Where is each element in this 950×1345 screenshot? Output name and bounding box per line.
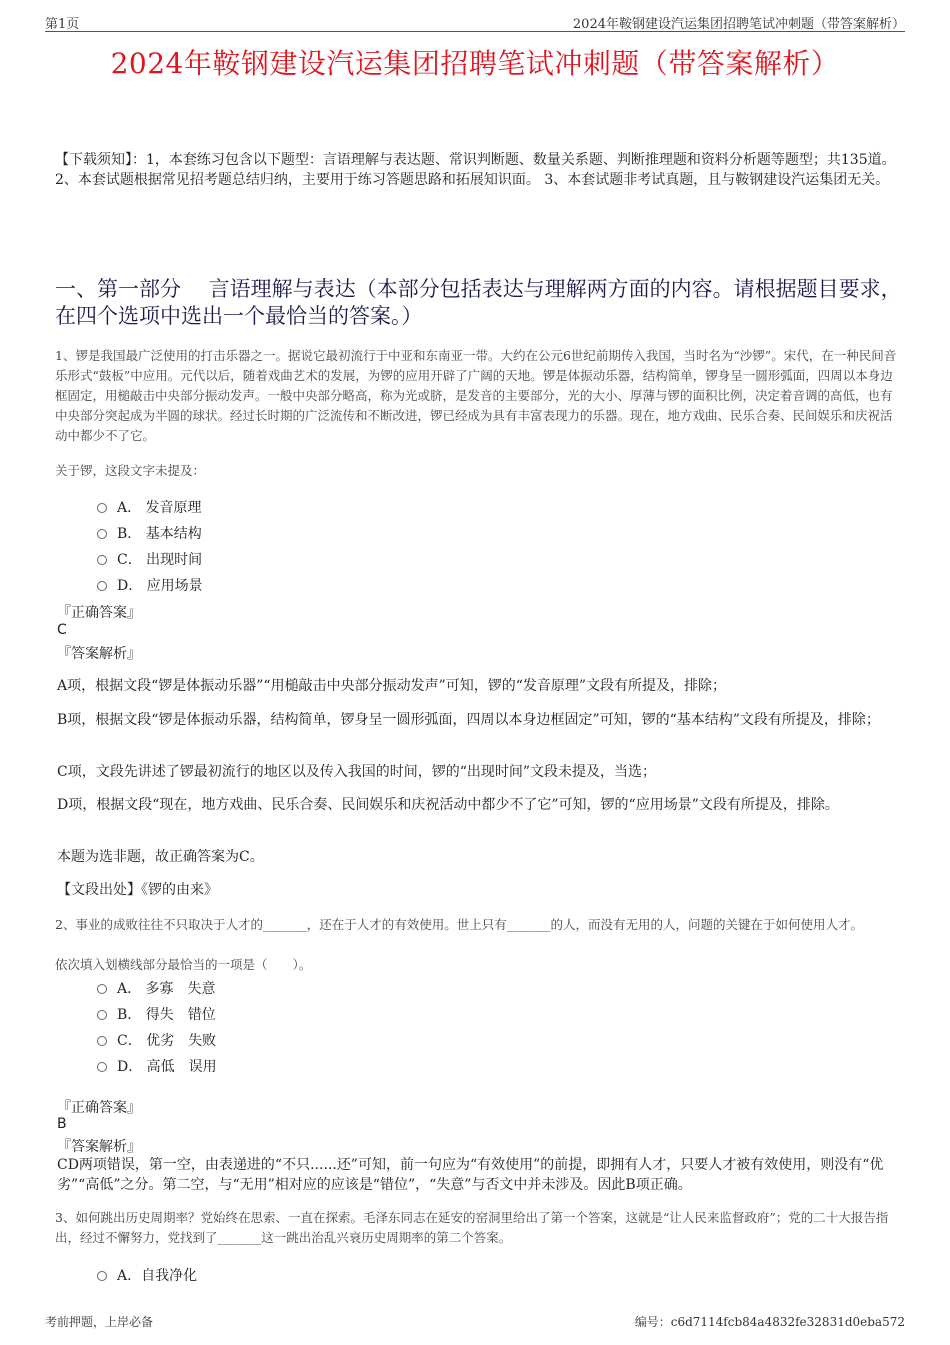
q2-option-a[interactable]: A． 多寡 失意	[97, 978, 216, 998]
document-title: 2024年鞍钢建设汽运集团招聘笔试冲刺题（带答案解析）	[110, 47, 840, 80]
radio-icon[interactable]	[97, 1010, 107, 1020]
radio-icon[interactable]	[97, 503, 107, 513]
radio-icon[interactable]	[97, 555, 107, 565]
q1-analysis-label: 『答案解析』	[57, 646, 141, 662]
q1-question: 关于锣，这段文字未提及：	[55, 463, 206, 478]
download-notice: 【下载须知】：1，本套练习包含以下题型：言语理解与表达题、常识判断题、数量关系题、判断推理题和资料分析题等题型；共135道。 2、本套试题根据常见招考题总结归纳，主要用于练习答题思路和拓展知识面。 3、本套试题非考试真题，且与鞍钢建设汽运集团无关。	[55, 152, 896, 188]
radio-icon[interactable]	[97, 1062, 107, 1072]
q1-conclusion: 本题为选非题，故正确答案为C。	[57, 849, 264, 865]
section-heading: 一、第一部分 言语理解与表达（本部分包括表达与理解两方面的内容。请根据题目要求，在四个选项中选出一个最恰当的答案。）	[55, 277, 902, 328]
q3-stem: 3、如何跳出历史周期率？党始终在思索、一直在探索。毛泽东同志在延安的窑洞里给出了第一个答案，这就是“让人民来监督政府”；党的二十大报告指出，经过不懈努力，党找到了_______这一跳出治乱兴衰历史周期率的第二个答案。	[55, 1210, 889, 1245]
q2-analysis: CD两项错误，第一空，由表递进的“不只......还”可知，前一句应为“有效使用”的前提，即拥有人才，只要人才被有效使用，则没有“优劣”“高低”之分。第二空，与“无用”相对应的应该是“错位”，“失意”与否文中并未涉及。因此B项正确。	[57, 1157, 884, 1193]
q2-option-b[interactable]: B． 得失 错位	[97, 1004, 216, 1024]
q1-source: 【文段出处】《锣的由来》	[57, 882, 218, 898]
radio-icon[interactable]	[97, 1271, 107, 1281]
q1-analysis-d: D项，根据文段“现在，地方戏曲、民乐合奏、民间娱乐和庆祝活动中都少不了它”可知，锣的“应用场景”文段有所提及，排除。	[57, 797, 839, 813]
q1-option-d[interactable]: D． 应用场景	[97, 575, 203, 595]
q1-option-a[interactable]: A． 发音原理	[97, 497, 202, 517]
footer-serial: 编号：c6d7114fcb84a4832fe32831d0eba572	[634, 1315, 905, 1329]
q2-analysis-label: 『答案解析』	[57, 1139, 141, 1155]
header-rule	[45, 31, 905, 32]
q1-analysis-a: A项，根据文段“锣是体振动乐器”“用槌敲击中央部分振动发声”可知，锣的“发音原理”文段有所提及，排除；	[57, 678, 727, 694]
q2-option-d[interactable]: D． 高低 误用	[97, 1056, 217, 1076]
q2-option-c[interactable]: C． 优劣 失败	[97, 1030, 216, 1050]
q1-option-b[interactable]: B． 基本结构	[97, 523, 202, 543]
q1-option-c[interactable]: C． 出现时间	[97, 549, 202, 569]
q2-answer: B	[57, 1116, 67, 1132]
q2-stem: 2、事业的成败往往不只取决于人才的_______，还在于人才的有效使用。世上只有_______的人，而没有无用的人，问题的关键在于如何使用人才。	[55, 917, 863, 932]
radio-icon[interactable]	[97, 529, 107, 539]
q1-answer: C	[57, 622, 67, 638]
q3-option-a[interactable]: A．自我净化	[97, 1265, 197, 1285]
running-header-title: 2024年鞍钢建设汽运集团招聘笔试冲刺题（带答案解析）	[572, 17, 905, 32]
page-number: 第1页	[45, 17, 80, 32]
radio-icon[interactable]	[97, 1036, 107, 1046]
radio-icon[interactable]	[97, 984, 107, 994]
q1-stem: 1、锣是我国最广泛使用的打击乐器之一。据说它最初流行于中亚和东南亚一带。大约在公元6世纪前期传入我国，当时名为“沙锣”。宋代，在一种民间音乐形式“鼓板”中应用。元代以后，随着戏曲艺术的发展，为锣的应用开辟了广阔的天地。锣是体振动乐器，结构简单，锣身呈一圆形弧面，四周以本身边框固定，用槌敲击中央部分振动发声。一般中央部分略高，称为光或脐，是发音的主要部分，光的大小、厚薄与锣的面积比例，决定着音调的高低，也有中央部分突起成为半圆的球状。经过长时期的广泛流传和不断改进，锣已经成为具有丰富表现力的乐器。现在，地方戏曲、民乐合奏、民间娱乐和庆祝活动中都少不了它。	[55, 348, 897, 443]
q2-answer-label: 『正确答案』	[57, 1100, 141, 1116]
q1-answer-label: 『正确答案』	[57, 605, 141, 621]
q1-analysis-b: B项，根据文段“锣是体振动乐器，结构简单，锣身呈一圆形弧面，四周以本身边框固定”可知，锣的“基本结构”文段有所提及，排除；	[57, 712, 880, 728]
q1-analysis-c: C项，文段先讲述了锣最初流行的地区以及传入我国的时间，锣的“出现时间”文段未提及，当选；	[57, 764, 657, 780]
footer-slogan: 考前押题，上岸必备	[45, 1315, 154, 1329]
q2-question: 依次填入划横线部分最恰当的一项是（ ）。	[55, 957, 312, 972]
radio-icon[interactable]	[97, 581, 107, 591]
